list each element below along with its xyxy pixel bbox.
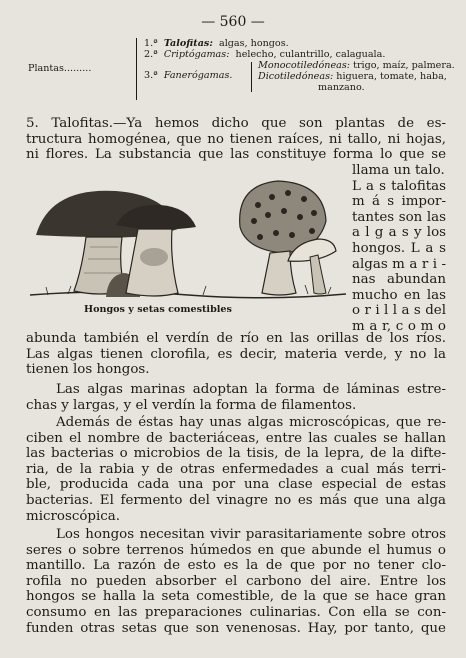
subclass-item: Monocotiledóneas: trigo, maíz, palmera. <box>258 60 455 71</box>
paragraph-continuation: abunda también el verdín de río en las orillas de los ríos. Las algas tienen clorofila, es decir, materia verde, y no la tienen los hongos. <box>26 331 446 378</box>
subclass-item: Dicotiledóneas: higuera, tomate, haba, <box>258 71 447 82</box>
classification-item: 2.ª Criptógamas: helecho, culantrillo, calaguala. <box>144 49 386 60</box>
paragraph-algas-marinas: Las algas marinas adoptan la forma de láminas estre- chas y largas, y el verdín la forma de filamentos. <box>26 382 446 413</box>
classification-label: Plantas......... <box>28 63 92 74</box>
classification-item: 3.ª Fanerógamas. Monocotiledóneas: trigo, maíz, palmera. Dicotiledóneas: higuera, tomate, haba, manzano. <box>144 60 464 94</box>
paragraph-narrow-column: llama un talo. L a s talofitas m á s impor- tantes son las a l g a s y los hongos. L a s algas m a r i - nas abundan mucho en las o r i l l a s del m a r, c o m o <box>352 163 446 334</box>
paragraph-hongos: Los hongos necesitan vivir parasitariamente sobre otros seres o sobre terrenos húmedos en que abunde el humus o mantillo. La razón de esto es la de que por no tener clo- rofila no pueden absorber el carbono del aire. Entre los hongos se halla la seta comestible, de la que se hace gran consumo en las preparaciones culinarias. Con ella se con- funden otras setas que son venenosas. Hay, por tanto, que <box>26 527 446 636</box>
page-number: — 560 — <box>201 14 265 30</box>
subclass-item: manzano. <box>318 82 365 93</box>
classification-brace <box>136 38 143 100</box>
paragraph-bacterias: Además de éstas hay unas algas microscópicas, que re- ciben el nombre de bacteriáceas, entre las cuales se hallan las bacterias o microbios de la tisis, de la lepra, de la difte- ria, de la rabia y de otras enfermedades a cual más terri- ble, producida cada una por una clase especial de estas bacterias. El fermento del vinagre no es más que una alga microscópica. <box>26 415 446 524</box>
mushrooms-illustration <box>28 177 346 301</box>
paragraph-talofitas: 5. Talofitas.—Ya hemos dicho que son plantas de es- tructura homogénea, que no tienen raíces, ni tallo, ni hojas, ni flores. La substancia que las constituye forma lo que se <box>26 116 446 163</box>
classification-table <box>28 38 458 104</box>
subclass-brace <box>251 62 252 92</box>
classification-item: 1.ª Talofitas: algas, hongos. <box>144 38 289 49</box>
figure-caption: Hongos y setas comestibles <box>84 304 232 315</box>
